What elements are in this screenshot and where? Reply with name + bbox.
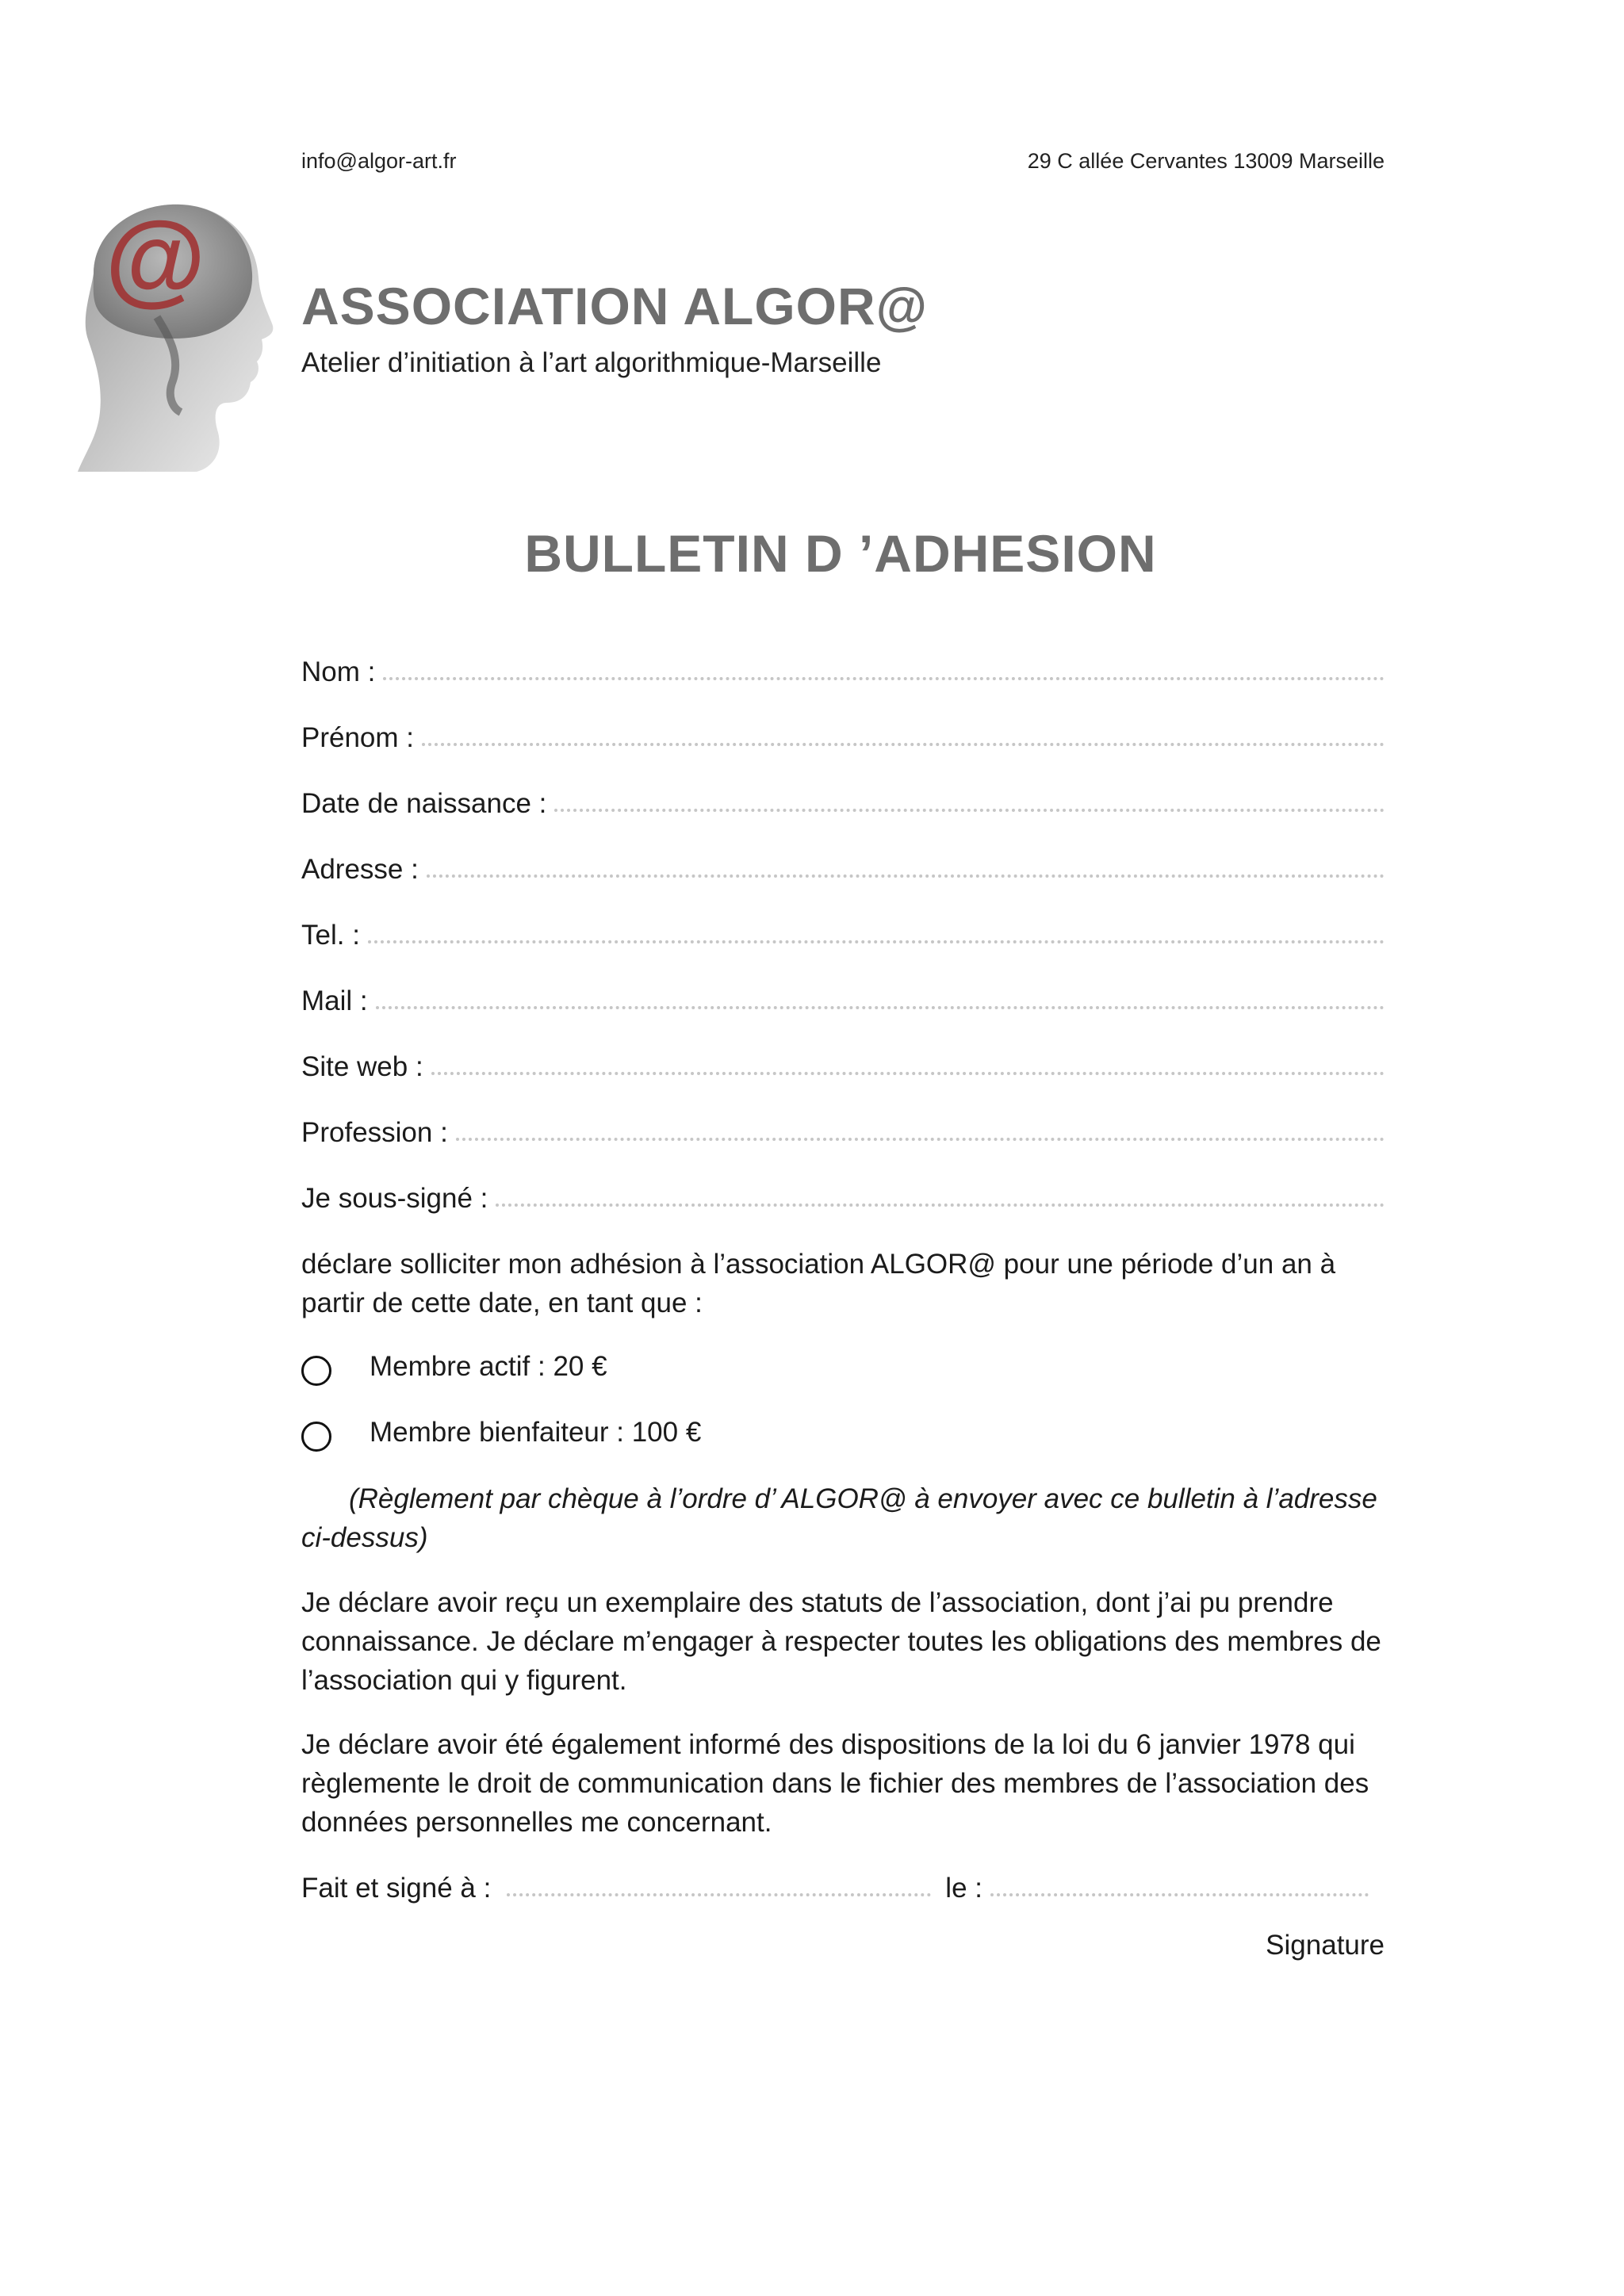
field-profession[interactable] [301, 1109, 1385, 1149]
logo-at-sign: @ [105, 200, 206, 316]
field-je-sous-signe[interactable] [301, 1175, 1385, 1215]
field-label: Adresse : [301, 854, 419, 885]
payment-note: (Règlement par chèque à l’ordre d’ ALGOR@ à envoyer avec ce bulletin à l’adresse ci-dessus) [301, 1483, 1377, 1553]
dotted-line [554, 799, 1385, 812]
organization-subtitle: Atelier d’initiation à l’art algorithmique-Marseille [301, 347, 882, 378]
head-logo-icon [62, 198, 276, 476]
dotted-line [496, 1194, 1385, 1207]
option-membre-bienfaiteur[interactable] [301, 1414, 701, 1452]
option-label: Membre actif : 20 € [370, 1351, 607, 1382]
field-label: Profession : [301, 1117, 448, 1148]
dotted-line [376, 997, 1385, 1009]
header-email: info@algor-art.fr [301, 149, 457, 173]
organization-name: ASSOCIATION ALGOR@ [301, 277, 929, 335]
signed-line[interactable] [301, 1865, 1385, 1904]
field-mail[interactable] [301, 978, 1385, 1017]
field-label: Site web : [301, 1051, 423, 1082]
radio-circle-icon[interactable] [301, 1356, 331, 1386]
place-label: Fait et signé à : [301, 1873, 492, 1904]
dotted-line [427, 865, 1385, 878]
field-label: Prénom : [301, 722, 414, 753]
field-site-web[interactable] [301, 1043, 1385, 1083]
dotted-line [422, 733, 1385, 746]
field-label: Je sous-signé : [301, 1183, 488, 1214]
option-membre-actif[interactable] [301, 1348, 607, 1386]
field-label: Mail : [301, 985, 368, 1016]
signature-label: Signature [1266, 1930, 1385, 1961]
field-label: Tel. : [301, 920, 360, 951]
field-date-de-naissance[interactable] [301, 780, 1385, 820]
field-tel[interactable] [301, 912, 1385, 951]
declaration-text: déclare solliciter mon adhésion à l’association ALGOR@ pour une période d’un an à partir de cette date, en tant que : [301, 1249, 1336, 1318]
header-address: 29 C allée Cervantes 13009 Marseille [1027, 149, 1385, 173]
field-prenom[interactable] [301, 714, 1385, 754]
dotted-line [431, 1062, 1385, 1075]
dotted-line [456, 1128, 1385, 1141]
dotted-line [383, 668, 1385, 680]
data-law-paragraph: Je déclare avoir été également informé des dispositions de la loi du 6 janvier 1978 qui règlemente le droit de communication dans le fichier des membres de l’association des données personnelles me concernant. [301, 1729, 1369, 1838]
field-label: Nom : [301, 656, 376, 687]
date-dotted-line [990, 1884, 1369, 1896]
place-dotted-line [507, 1884, 931, 1896]
dotted-line [368, 931, 1385, 943]
statutes-paragraph: Je déclare avoir reçu un exemplaire des statuts de l’association, dont j’ai pu prendre connaissance. Je déclare m’engager à respecter toutes les obligations des membres de l’association qui y figurent. [301, 1587, 1381, 1696]
radio-circle-icon[interactable] [301, 1422, 331, 1452]
field-label: Date de naissance : [301, 788, 547, 819]
page-title: BULLETIN D ’ADHESION [524, 524, 1157, 583]
field-adresse[interactable] [301, 846, 1385, 886]
date-label: le : [945, 1873, 982, 1904]
option-label: Membre bienfaiteur : 100 € [370, 1417, 702, 1448]
field-nom[interactable] [301, 649, 1385, 688]
